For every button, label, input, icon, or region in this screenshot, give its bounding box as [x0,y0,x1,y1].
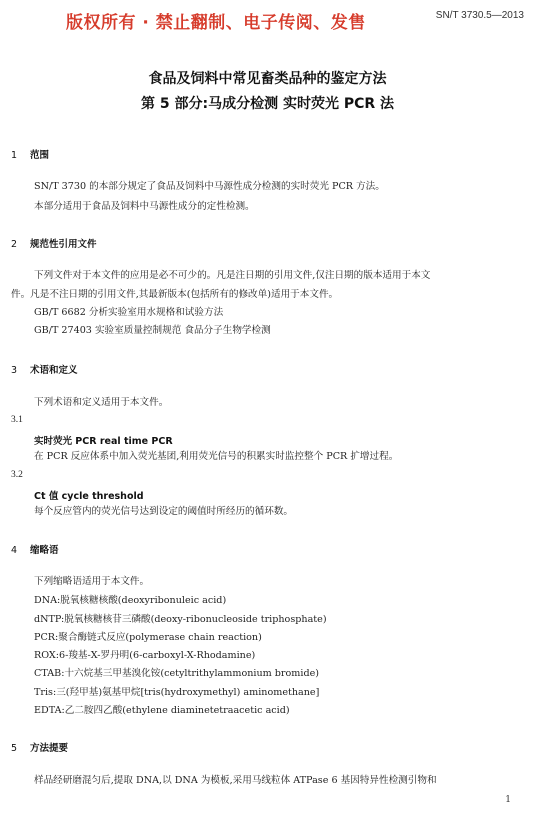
paragraph: 样品经研磨混匀后,提取 DNA,以 DNA 为模板,采用马线粒体 ATPase 6 基因特异性检测引物和 [34,775,437,786]
abbreviation-item: EDTA:乙二胺四乙酸(ethylene diaminetetraacetic acid) [34,705,290,716]
paragraph: 下列文件对于本文件的应用是必不可少的。凡是注日期的引用文件,仅注日期的版本适用于本文 [34,270,431,281]
document-code: SN/T 3730.5—2013 [435,10,524,21]
paragraph: 件。凡是不注日期的引用文件,其最新版本(包括所有的修改单)适用于本文件。 [11,289,339,300]
section-number: 3 [11,365,18,376]
term-title: 实时荧光 PCR real time PCR [34,436,173,447]
section-number: 4 [11,545,18,556]
section-heading-normative-references [11,236,97,250]
section-title: 方法提要 [30,743,69,754]
document-title: 食品及饲料中常见畜类品种的鉴定方法 [148,71,387,87]
term-number: 3.1 [11,415,23,425]
section-heading-method-summary [11,740,68,754]
document-subtitle: 第 5 部分:马成分检测 实时荧光 PCR 法 [140,96,395,112]
section-number: 2 [11,239,18,250]
section-number: 5 [11,743,18,754]
abbreviation-item: Tris:三(羟甲基)氨基甲烷[tris(hydroxymethyl) aminomethane] [34,687,320,698]
reference-item: GB/T 27403 实验室质量控制规范 食品分子生物学检测 [34,325,271,336]
section-heading-abbreviations [11,542,59,556]
section-number: 1 [11,150,18,161]
section-title: 范围 [30,150,50,161]
term-definition: 在 PCR 反应体系中加入荧光基团,利用荧光信号的积累实时监控整个 PCR 扩增过程。 [34,451,399,462]
abbreviation-item: DNA:脱氧核糖核酸(deoxyribonuleic acid) [34,595,227,606]
abbreviation-item: PCR:聚合酶链式反应(polymerase chain reaction) [34,632,262,643]
abbreviation-item: CTAB:十六烷基三甲基溴化铵(cetyltrithylammonium bromide) [34,668,320,679]
abbreviation-item: dNTP:脱氧核糖核苷三磷酸(deoxy-ribonucleoside triphosphate) [34,614,327,625]
section-heading-terms [11,362,78,376]
section-title: 规范性引用文件 [30,239,97,250]
reference-item: GB/T 6682 分析实验室用水规格和试验方法 [34,307,224,318]
term-title: Ct 值 cycle threshold [34,491,144,502]
copyright-watermark: 版权所有 · 禁止翻制、电子传阅、发售 [66,13,366,33]
section-heading-scope [11,147,49,161]
paragraph: 本部分适用于食品及饲料中马源性成分的定性检测。 [34,201,255,212]
paragraph: 下列术语和定义适用于本文件。 [34,397,169,408]
page-number: 1 [505,795,511,805]
section-title: 缩略语 [30,545,59,556]
paragraph: SN/T 3730 的本部分规定了食品及饲料中马源性成分检测的实时荧光 PCR 方法。 [34,181,385,192]
term-number: 3.2 [11,470,23,480]
section-title: 术语和定义 [30,365,78,376]
paragraph: 下列缩略语适用于本文件。 [34,576,150,587]
abbreviation-item: ROX:6-羧基-X-罗丹明(6-carboxyl-X-Rhodamine) [34,650,256,661]
term-definition: 每个反应管内的荧光信号达到设定的阈值时所经历的循环数。 [34,506,294,517]
